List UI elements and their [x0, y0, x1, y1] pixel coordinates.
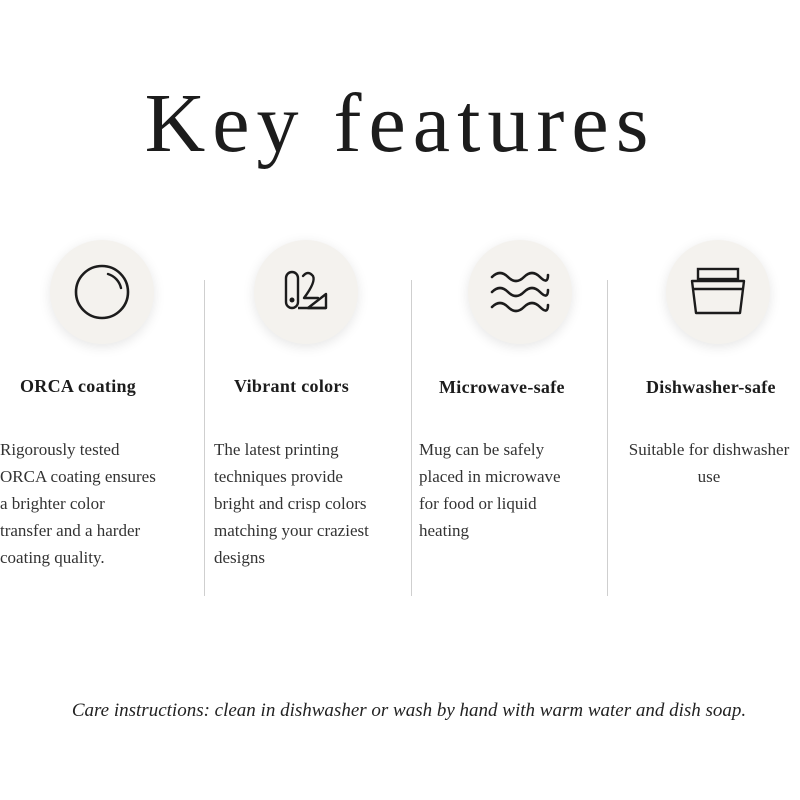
feature-desc-dishwasher: Suitable for dishwasher use: [628, 440, 790, 486]
feature-title-vibrant: Vibrant colors: [234, 376, 350, 396]
dishwasher-icon-badge: [666, 240, 770, 344]
colors-icon-badge: [254, 240, 358, 344]
divider: [607, 280, 608, 596]
divider: [411, 280, 412, 596]
color-swatch-icon: [278, 264, 334, 320]
page-title: Key features: [144, 77, 656, 170]
coating-icon-badge: [50, 240, 154, 344]
feature-desc-microwave: Mug can be safely placed in microwave for food or liquid heating: [419, 440, 561, 540]
microwave-icon-badge: [468, 240, 572, 344]
feature-desc-orca: Rigorously tested ORCA coating ensures a brighter color transfer and a harder coating quality.: [0, 440, 156, 567]
care-instructions: Care instructions: clean in dishwasher or wash by hand with warm water and dish soap.: [71, 700, 747, 721]
circle-coating-icon: [72, 262, 132, 322]
microwave-waves-icon: [488, 267, 552, 317]
divider: [204, 280, 205, 596]
feature-title-dishwasher: Dishwasher-safe: [646, 377, 776, 397]
dishwasher-icon: [688, 265, 748, 319]
feature-desc-vibrant: The latest printing techniques provide bright and crisp colors matching your craziest designs: [214, 440, 369, 567]
feature-title-microwave: Microwave-safe: [439, 377, 565, 397]
feature-title-orca: ORCA coating: [20, 376, 137, 396]
